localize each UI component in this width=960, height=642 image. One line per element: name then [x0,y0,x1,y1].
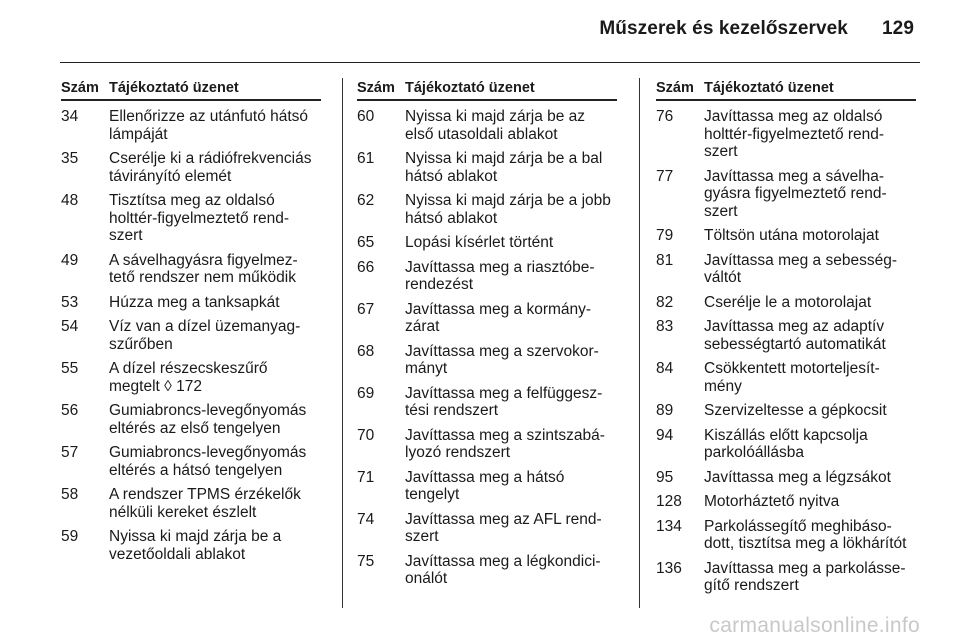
message-text [405,259,617,294]
message-text-line: Ellenőrizze az utánfutó hátsó [109,108,309,125]
message-text-line: onálót [405,570,448,587]
message-text-line: eltérés az első tengelyen [109,419,281,437]
table-row [656,294,916,312]
table-header [357,80,617,101]
message-number: 71 [357,468,375,486]
message-text-line: Nyissa ki majd zárja be a jobb [405,192,611,209]
table-row [357,301,617,336]
table-row [656,560,916,595]
message-text-line: A sávelhagyásra figyelmez- [109,251,298,269]
table-row [656,518,916,553]
message-number: 67 [357,300,375,318]
message-text [704,108,916,161]
message-number: 128 [656,493,682,510]
message-text [109,402,321,437]
message-number: 54 [61,318,79,335]
message-text-line: Csökkentett motorteljesít- [704,360,880,377]
page-title: Műszerek és kezelőszervek [599,18,848,39]
column-header-message: Tájékoztató üzenet [405,80,535,96]
message-text [109,444,321,479]
message-number: 34 [61,108,79,125]
message-text-line: Nyissa ki majd zárja be a bal [405,150,603,167]
message-text-line: megtelt ◊ 172 [109,377,202,395]
message-text [109,318,321,353]
message-text [704,402,916,420]
message-number: 75 [357,552,375,570]
message-text-line: Javíttassa meg az adaptív [704,318,885,335]
message-number: 77 [656,167,674,185]
message-text-line: első utasoldali ablakot [405,125,558,143]
message-text-line: gyásra figyelmeztető rend- [704,185,887,202]
table-row [357,511,617,546]
message-number: 57 [61,444,79,461]
message-column-1 [61,80,321,563]
message-number: 60 [357,108,375,125]
message-text [704,493,916,511]
message-text [704,227,916,245]
message-text [704,427,916,462]
table-row [61,486,321,521]
message-text-line: vezetőoldali ablakot [109,545,246,563]
table-row [61,150,321,185]
message-text [704,518,916,553]
message-text [704,560,916,595]
column-header-number: Szám [656,80,694,96]
message-text-line: Nyissa ki majd zárja be az [405,108,586,125]
message-text-line: szert [704,202,738,220]
message-text-line: Szervizeltesse a gépkocsit [704,402,887,419]
message-text-line: távirányító elemét [109,167,232,185]
message-number: 68 [357,342,375,360]
table-row [357,259,617,294]
table-row [357,385,617,420]
table-row [656,427,916,462]
message-text [109,192,321,245]
table-row [61,192,321,245]
table-row [357,234,617,252]
message-text-line: parkolóállásba [704,444,804,461]
message-text-line: Gumiabroncs-levegőnyomás [109,402,307,419]
table-row [656,360,916,395]
message-text-line: szert [109,227,143,244]
message-text-line: Javíttassa meg az oldalsó [704,108,883,125]
message-text [405,553,617,588]
message-number: 84 [656,360,674,377]
table-row [357,469,617,504]
message-text-line: váltót [704,269,742,286]
message-text-line: Kiszállás előtt kapcsolja [704,426,868,444]
message-column-2 [357,80,617,588]
table-row [357,553,617,588]
message-text [405,150,617,185]
column-divider-2 [639,78,640,608]
message-number: 49 [61,251,79,269]
message-number: 66 [357,258,375,276]
message-text-line: Húzza meg a tanksapkát [109,293,280,311]
message-text [109,360,321,395]
message-text [405,469,617,504]
message-text-line: Motorháztető nyitva [704,493,840,510]
column-header-number: Szám [357,80,395,96]
message-text-line: Víz van a dízel üzemanyag- [109,318,301,335]
table-row [357,108,617,143]
message-text [704,318,916,353]
message-text-line: Javíttassa meg a hátsó [405,468,565,486]
message-text-line: Javíttassa meg a szervokor- [405,342,599,360]
message-text-line: Parkolássegítő meghibáso- [704,517,892,535]
message-text [109,294,321,312]
message-number: 136 [656,559,682,577]
message-number: 74 [357,510,375,528]
message-text-line: rendezést [405,276,474,293]
message-text-line: Javíttassa meg a riasztóbe- [405,258,595,276]
table-row [61,294,321,312]
message-number: 134 [656,517,682,535]
message-number: 70 [357,426,375,444]
message-text-line: holttér-figyelmeztető rend- [704,125,885,143]
message-number: 94 [656,426,674,444]
message-text [704,252,916,287]
page-header [599,18,914,40]
message-text-line: mény [704,377,742,395]
message-text-line: zárat [405,318,440,335]
message-number: 65 [357,234,375,251]
message-text [109,150,321,185]
message-number: 53 [61,293,79,311]
message-text-line: Nyissa ki majd zárja be a [109,528,282,545]
message-text [704,168,916,221]
message-text-line: nélküli kereket észlelt [109,503,257,521]
table-row [357,343,617,378]
message-number: 83 [656,318,674,335]
message-text-line: tési rendszert [405,402,499,419]
message-text-line: Cserélje ki a rádiófrekvenciás [109,150,312,167]
table-row [61,528,321,563]
message-text-line: lámpáját [109,125,168,143]
table-row [357,192,617,227]
message-number: 89 [656,402,674,419]
message-text [405,301,617,336]
message-text [109,528,321,563]
message-text-line: Tisztítsa meg az oldalsó [109,192,275,209]
message-number: 79 [656,227,674,244]
message-text-line: lyozó rendszert [405,444,511,461]
message-number: 76 [656,108,674,125]
message-text-line: hátsó ablakot [405,167,498,185]
message-number: 61 [357,150,375,167]
table-row [357,150,617,185]
message-text [109,252,321,287]
table-row [656,402,916,420]
message-text-line: Lopási kísérlet történt [405,234,554,251]
message-text-line: Javíttassa meg a szintszabá- [405,426,605,444]
table-row [656,108,916,161]
table-row [656,252,916,287]
message-text-line: Javíttassa meg a kormány- [405,300,592,318]
message-number: 35 [61,150,79,167]
message-text [405,108,617,143]
message-text [405,511,617,546]
table-header [656,80,916,101]
message-text [704,360,916,395]
watermark: carmanualsonline.info [709,614,920,637]
message-text [405,234,617,252]
table-row [656,318,916,353]
message-text-line: Javíttassa meg az AFL rend- [405,510,602,528]
message-text-line: dott, tisztítsa meg a lökhárítót [704,535,907,552]
message-number: 55 [61,360,79,377]
message-text-line: eltérés a hátsó tengelyen [109,461,283,479]
message-text-line: hátsó ablakot [405,209,498,227]
message-number: 81 [656,251,674,269]
column-header-message: Tájékoztató üzenet [704,80,834,96]
message-text-line: szert [704,143,738,160]
message-text-line: holttér-figyelmeztető rend- [109,209,290,227]
message-text [704,469,916,487]
column-header-message: Tájékoztató üzenet [109,80,239,96]
message-text-line: tengelyt [405,486,460,503]
table-row [61,252,321,287]
message-text-line: tető rendszer nem működik [109,269,296,286]
message-number: 58 [61,486,79,503]
page-number: 129 [881,18,914,39]
column-divider-1 [342,78,343,608]
message-number: 59 [61,528,79,545]
message-text-line: Javíttassa meg a sebesség- [704,251,897,269]
table-header [61,80,321,101]
table-row [656,168,916,221]
table-row [61,360,321,395]
message-number: 69 [357,384,375,402]
message-text-line: gítő rendszert [704,577,799,594]
message-text [405,385,617,420]
message-text [405,192,617,227]
message-number: 56 [61,402,79,419]
message-text-line: Javíttassa meg a parkolásse- [704,559,906,577]
message-number: 95 [656,468,674,486]
message-text-line: Gumiabroncs-levegőnyomás [109,444,307,461]
table-row [61,444,321,479]
table-row [656,469,916,487]
message-text-line: Javíttassa meg a légkondici- [405,552,601,570]
table-row [656,493,916,511]
message-text-line: A rendszer TPMS érzékelők [109,486,301,503]
message-column-3 [656,80,916,595]
message-number: 82 [656,293,674,311]
table-row [61,318,321,353]
table-row [656,227,916,245]
message-text-line: szűrőben [109,335,173,353]
message-text-line: sebességtartó automatikát [704,335,886,353]
message-text-line: Javíttassa meg a légzsákot [704,468,891,486]
message-number: 48 [61,192,79,209]
message-number: 62 [357,192,375,209]
message-text [109,108,321,143]
message-text [405,427,617,462]
message-text [405,343,617,378]
header-divider [60,62,920,63]
message-text [109,486,321,521]
message-text-line: Javíttassa meg a sávelha- [704,167,885,185]
column-header-number: Szám [61,80,99,96]
message-text-line: Javíttassa meg a felfüggesz- [405,384,603,402]
message-text-line: Töltsön utána motorolajat [704,227,879,244]
message-text-line: mányt [405,360,448,377]
table-row [61,108,321,143]
table-row [357,427,617,462]
table-row [61,402,321,437]
message-text [704,294,916,312]
message-text-line: szert [405,528,439,545]
message-text-line: A dízel részecskeszűrő [109,360,268,377]
message-text-line: Cserélje le a motorolajat [704,293,872,311]
